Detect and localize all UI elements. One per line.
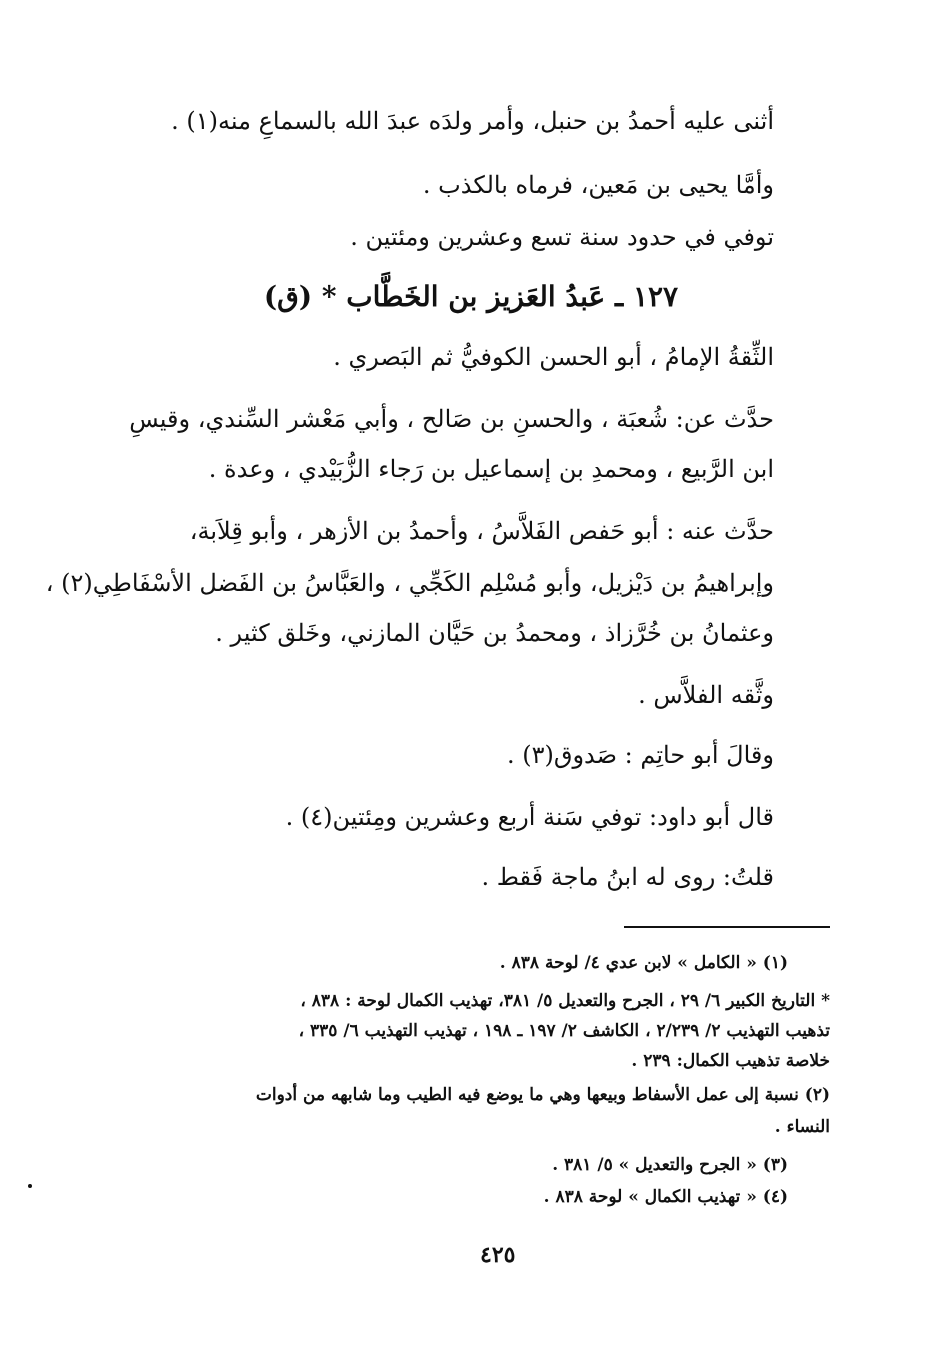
entry-line-4: حدَّث عنه : أبو حَفص الفَلاَّسُ ، وأحمدُ بن الأزهر ، وأبو قِلاَبة، [189, 517, 774, 545]
footnote-1: (١) « الكامل » لابن عدي ٤/ لوحة ٨٣٨ . [499, 953, 788, 973]
footnote-sources-1: * التاريخ الكبير ٦/ ٢٩ ، الجرح والتعديل ٥/ ٣٨١، تهذيب الكمال لوحة : ٨٣٨ ، [300, 991, 830, 1011]
footnote-sources-3: خلاصة تذهيب الكمال: ٢٣٩ . [631, 1051, 830, 1071]
entry-heading: ١٢٧ ـ عَبدُ العَزيز بن الخَطَّاب * (ق) [263, 280, 679, 313]
page-number: ٤٢٥ [480, 1242, 516, 1268]
entry-line-8: وقالَ أبو حاتِم : صَدوق(٣) . [506, 741, 774, 769]
footnote-3: (٣) « الجرح والتعديل » ٥/ ٣٨١ . [552, 1155, 788, 1175]
footnote-2: (٢) نسبة إلى عمل الأسفاط وبيعها وهي ما يوضع فيه الطيب وما شابهه من أدوات [255, 1085, 830, 1105]
footnote-2-cont: النساء . [774, 1117, 830, 1137]
body-line-2: وأمَّا يحيى بن مَعين، فرماه بالكذب . [422, 171, 774, 199]
entry-line-7: وثَّقه الفلاَّس . [638, 681, 774, 709]
body-line-3: توفي في حدود سنة تسع وعشرين ومئتين . [350, 223, 774, 251]
entry-line-9: قال أبو داود: توفي سَنة أربع وعشرين ومِئتين(٤) . [285, 803, 774, 831]
footnote-4: (٤) « تهذيب الكمال » لوحة ٨٣٨ . [543, 1187, 788, 1207]
entry-line-5: وإبراهيمُ بن دَيْزيل، وأبو مُسْلِم الكَجِّي ، والعَبَّاسُ بن الفَضل الأسْفَاطِي(٢) ، [45, 569, 774, 597]
entry-line-10: قلتُ: روى له ابنُ ماجة فَقط . [481, 863, 774, 891]
body-line-1: أثنى عليه أحمدُ بن حنبل، وأمر ولدَه عبدَ الله بالسماعِ منه(١) . [171, 107, 774, 135]
scan-speck [28, 1184, 32, 1188]
entry-line-1: الثِّقةُ الإمامُ ، أبو الحسن الكوفيُّ ثم البَصري . [333, 343, 774, 371]
entry-line-6: وعثمانُ بن خُرَّزاذ ، ومحمدُ بن حَيَّان المازني، وخَلق كثير . [215, 619, 774, 647]
footnote-sources-2: تذهيب التهذيب ٢/ ٢/٢٣٩ ، الكاشف ٢/ ١٩٧ ـ ١٩٨ ، تهذيب التهذيب ٦/ ٣٣٥ ، [298, 1021, 830, 1041]
footnote-divider [624, 926, 830, 928]
entry-line-2: حدَّث عن: شُعبَة ، والحسنِ بن صَالح ، وأبي مَعْشر السِّندي، وقيسِ [129, 405, 774, 433]
entry-line-3: ابن الرَّبيع ، ومحمدِ بن إسماعيل بن رَجاء الزُّبَيْدي ، وعدة . [208, 455, 774, 483]
